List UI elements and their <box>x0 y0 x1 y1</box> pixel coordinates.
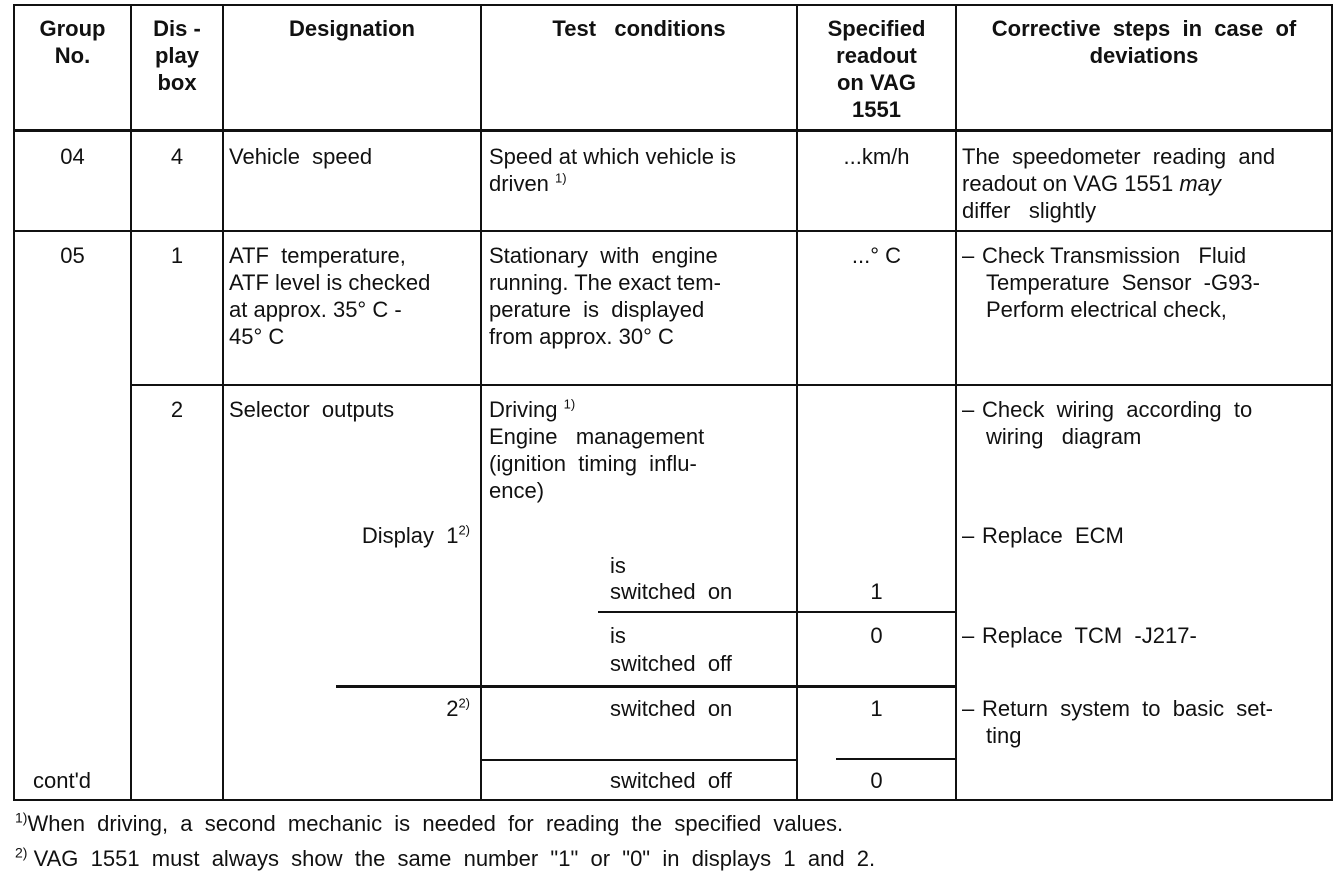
display-2-footnote-ref: 2) <box>458 695 470 711</box>
row-04-test-line-1: Speed at which vehicle is <box>489 144 737 169</box>
header-test-conditions: Test conditions <box>552 16 726 41</box>
footnote-1: $^{1)}$When driving, a second mechanic is needed for reading the specified values. <box>15 809 844 836</box>
row-05-2-test-line-1: Driving $^{1)}$ <box>489 396 576 422</box>
row-05-1-designation-line-4: 45° C <box>229 324 285 349</box>
header-display-box-line-3: box <box>157 70 197 95</box>
row-05-2-footnote-ref: 1) <box>563 396 576 412</box>
header-readout-line-4: 1551 <box>852 97 901 122</box>
display-1-footnote-ref: 2) <box>458 522 470 538</box>
is-switched-off-line-1: is <box>610 623 626 648</box>
row-05-1-corrective-line-3: Perform electrical check, <box>986 297 1227 322</box>
row-divider-05-1 <box>130 384 1333 386</box>
row-04-designation: Vehicle speed <box>229 144 373 169</box>
is-switched-on-line-1: is <box>610 553 626 578</box>
header-readout-line-2: readout <box>836 43 917 68</box>
row-04-corrective-line-2: readout on VAG 1551 may <box>962 171 1221 196</box>
corrective-replace-ecm: – Replace ECM <box>962 523 1124 548</box>
subrow-line-switched-off <box>482 759 796 761</box>
row-05-1-corrective-line-2: Temperature Sensor -G93- <box>986 270 1260 295</box>
row-05-2-designation: Selector outputs <box>229 397 395 422</box>
display-2-label: 2$^{2)}$ <box>446 695 470 721</box>
subrow-line-display-2 <box>336 685 956 688</box>
row-05-1-designation-line-2: ATF level is checked <box>229 270 431 295</box>
readout-off-2: 0 <box>870 768 883 793</box>
header-display-box-line-1: Dis - <box>153 16 201 41</box>
dash-marker: – <box>962 397 975 422</box>
table-left-border <box>13 4 15 801</box>
table-header-divider <box>13 129 1333 132</box>
row-05-2-box: 2 <box>170 397 184 422</box>
readout-on-1: 1 <box>870 579 883 604</box>
row-05-2-test-line-3: (ignition timing influ- <box>489 451 697 476</box>
footnote-2: $^{2)}$ VAG 1551 must always show the same number "1" or "0" in displays 1 and 2. <box>15 844 876 871</box>
table-right-border <box>1331 4 1333 801</box>
row-05-1-test-line-1: Stationary with engine <box>489 243 718 268</box>
dash-marker: – <box>962 523 975 548</box>
row-05-1-readout: ...° C <box>851 243 902 268</box>
header-group-no-line-1: Group <box>39 16 106 41</box>
footnote-1-mark: 1) <box>15 809 28 826</box>
header-display-box-line-2: play <box>154 43 200 68</box>
table-top-border <box>13 4 1333 6</box>
row-04-group: 04 <box>60 144 85 169</box>
row-05-1-test-line-2: running. The exact tem- <box>489 270 721 295</box>
footnote-2-mark: 2) <box>15 844 28 861</box>
row-05-2-test-line-2: Engine management <box>489 424 705 449</box>
dash-marker: – <box>962 696 975 721</box>
row-04-readout: ...km/h <box>843 144 910 169</box>
readout-on-2: 1 <box>870 696 883 721</box>
row-04-footnote-ref: 1) <box>555 170 567 186</box>
header-readout-line-1: Specified <box>827 16 926 41</box>
table-bottom-border <box>13 799 1333 801</box>
row-05-2-test-line-4: ence) <box>489 478 545 503</box>
is-switched-on-line-2: switched on <box>610 579 733 604</box>
display-2-switched-off: switched off <box>610 768 732 793</box>
row-05-1-corrective-line-1: – Check Transmission Fluid <box>962 243 1247 268</box>
header-group-no-line-2: No. <box>54 43 91 68</box>
is-switched-off-line-2: switched off <box>610 651 732 676</box>
header-designation: Designation <box>289 16 415 41</box>
row-divider-04 <box>13 230 1333 232</box>
dash-marker: – <box>962 623 975 648</box>
col-divider-2 <box>222 4 224 801</box>
corrective-wiring-line-1: – Check wiring according to <box>962 397 1253 422</box>
header-corrective-line-1: Corrective steps in case of <box>991 16 1297 41</box>
dash-marker: – <box>962 243 975 268</box>
row-05-1-designation-line-3: at approx. 35° C - <box>229 297 402 322</box>
corrective-replace-tcm: – Replace TCM -J217- <box>962 623 1197 648</box>
col-divider-5 <box>955 4 957 801</box>
row-04-corrective-line-1: The speedometer reading and <box>962 144 1276 169</box>
corrective-wiring-line-2: wiring diagram <box>986 424 1142 449</box>
corrective-basic-setting-line-2: ting <box>986 723 1022 748</box>
subrow-line-on-off <box>598 611 955 613</box>
header-corrective-line-2: deviations <box>1089 43 1199 68</box>
row-05-1-box: 1 <box>170 243 184 268</box>
row-04-test-line-2: driven $^{1)}$ <box>489 170 567 196</box>
col-divider-4 <box>796 4 798 801</box>
row-04-box: 4 <box>170 144 184 169</box>
row-05-1-test-line-4: from approx. 30° C <box>489 324 674 349</box>
row-05-1-test-line-3: perature is displayed <box>489 297 705 322</box>
subrow-line-readout-0 <box>836 758 955 760</box>
row-04-corrective-line-3: differ slightly <box>962 198 1097 223</box>
display-2-switched-on: switched on <box>610 696 733 721</box>
contd-label: cont'd <box>33 768 92 793</box>
row-05-1-designation-line-1: ATF temperature, <box>229 243 406 268</box>
corrective-basic-setting-line-1: – Return system to basic set- <box>962 696 1273 721</box>
row-05-group: 05 <box>60 243 85 268</box>
readout-off-1: 0 <box>870 623 883 648</box>
row-04-corrective-emphasis: may <box>1179 171 1221 196</box>
display-1-label: Display 1$^{2)}$ <box>361 522 470 548</box>
col-divider-3 <box>480 4 482 801</box>
header-readout-line-3: on VAG <box>836 70 917 95</box>
